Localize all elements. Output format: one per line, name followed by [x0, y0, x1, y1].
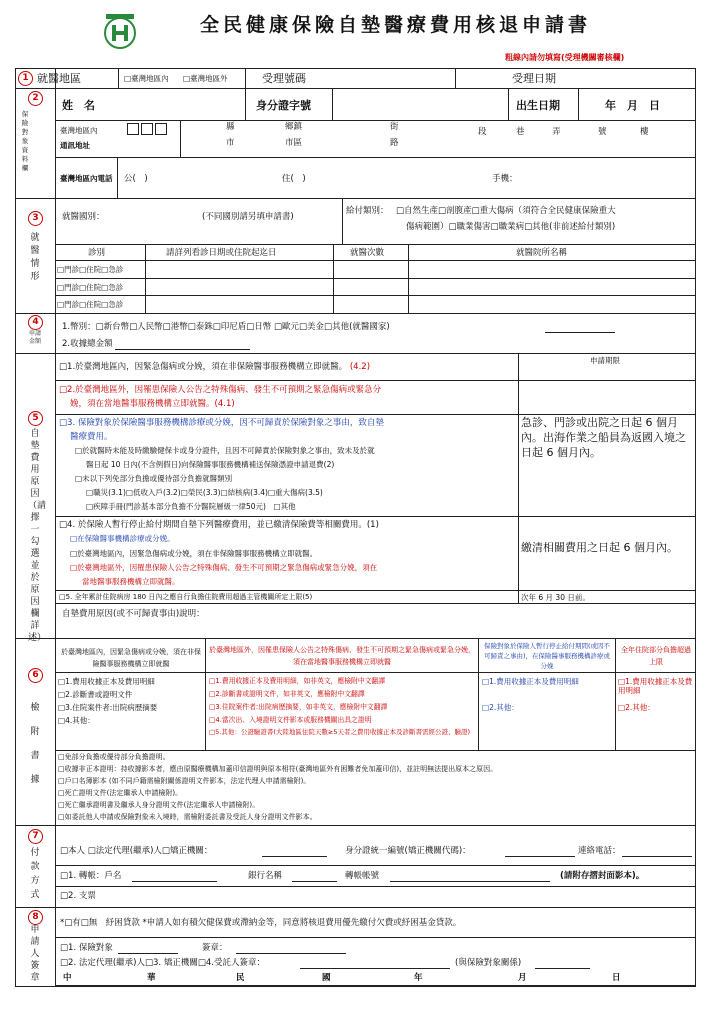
reason-explanation-label: 自墊費用原因(或不可歸責事由)說明： — [62, 609, 205, 619]
birth-date-format: 年 月 日 — [605, 99, 660, 112]
doc-4-item-2[interactable]: □2.其他： — [618, 703, 655, 712]
mobile-label: 手機： — [492, 174, 518, 184]
page-title: 全民健康保險自墊醫療費用核退申請書 — [200, 14, 592, 36]
name-label: 姓 名 — [62, 99, 95, 112]
doc-bottom-2[interactable]: □收據非正本證明：持收據影本者，應由原醫療機構加蓋印信證明與原本相符(臺灣地區外有困難者免加蓋印信)，並註明無法提出原本之原因。 — [58, 765, 498, 773]
reason-1-ref: (4.2) — [349, 362, 371, 372]
applicant-agent-options[interactable]: □2. 法定代理(繼承)人□3. 矯正機關□4.受託人簽章： — [60, 958, 265, 968]
nhi-logo — [96, 12, 144, 50]
section-side-label: 付款方式 — [30, 848, 40, 900]
phone-label: 臺灣地區內電話 — [60, 174, 113, 183]
date-guo: 國 — [322, 973, 331, 983]
section-number: 1 — [18, 71, 33, 86]
divider — [15, 825, 696, 826]
deadline-c: 次年 6 月 30 日前。 — [521, 593, 590, 602]
reason-2-line-1[interactable]: □2.於臺灣地區外，因罹患保險人公告之特殊傷病、發生不可預期之緊急傷病或緊急分 — [59, 385, 382, 395]
reason-2-line-2 — [70, 399, 235, 410]
doc-bottom-1[interactable]: □免部分負擔或優待部分負擔證明。 — [58, 753, 170, 761]
doc-bottom-4[interactable]: □死亡證明文件(法定繼承人申請檢附)。 — [58, 789, 183, 797]
applicant-insured-option[interactable]: □1. 保險對象 — [60, 943, 113, 953]
divider — [55, 590, 696, 591]
reason-4-opt-a[interactable]: □在保險醫事機構診療或分娩。 — [70, 534, 175, 543]
reason-4-opt-c-2: 當地醫事服務機構立即就醫。 — [82, 577, 180, 586]
payee-options[interactable]: □本人 □法定代理(繼承)人□矯正機關： — [60, 846, 213, 856]
postal-code-boxes[interactable] — [127, 123, 169, 137]
date-day: 日 — [612, 973, 621, 983]
divider — [55, 278, 696, 279]
reason-1-text[interactable]: □1.於臺灣地區內，因緊急傷病或分娩，須在非保險醫事服務機構立即就醫。 — [59, 362, 348, 372]
section-number: 3 — [28, 211, 43, 226]
reason-4-opt-c-1[interactable]: □於臺灣地區外，因罹患保險人公告之特殊傷病、發生不可預期之緊急傷病或緊急分娩，須在 — [70, 563, 378, 572]
section-number: 6 — [28, 668, 43, 683]
reason-3-categories-2[interactable]: □疾障手冊(門診基本部分負擔不分醫院層級一律50元) □其他 — [86, 502, 296, 511]
divider — [55, 244, 696, 245]
divider — [15, 907, 696, 908]
divider — [55, 750, 696, 751]
signature-label: 簽章： — [202, 943, 228, 953]
passbook-note: (請附存摺封面影本)。 — [560, 871, 645, 881]
date-hua: 華 — [147, 973, 156, 983]
doc-2-item-3[interactable]: □3.住院案件者:出院病歷摘要，如非英文，應檢附中文翻譯 — [209, 703, 388, 711]
reason-4-opt-b[interactable]: □於臺灣地區內，因緊急傷病或分娩，須在非保險醫事服務機構立即就醫。 — [70, 549, 318, 558]
road-label: 路 — [390, 138, 399, 148]
debt-consent[interactable]: *□有□無 紓困貸款 *申請人如有積欠健保費或滯納金等，同意將核退費用優先繳付欠費或紓困基金貸款。 — [60, 918, 462, 928]
divider — [15, 638, 696, 639]
reason-3-opt-a-1[interactable]: □於就醫時未能及時繳驗健保卡或身分證件，且因不可歸責於保險對象之事由，致未及於就 — [75, 446, 375, 455]
section-side-label: 保險對象資料欄 — [21, 110, 29, 172]
section-side-label: 檢附書據 — [30, 703, 40, 785]
floor-label: 樓 — [640, 127, 649, 137]
doc-1-item-4[interactable]: □4.其他： — [58, 716, 95, 725]
county-label: 縣 — [226, 122, 235, 132]
office-phone-label: 公( ) — [124, 174, 148, 184]
section-number: 5 — [28, 411, 43, 426]
col-visit-count: 就醫次數 — [350, 248, 385, 258]
section-number: 2 — [28, 91, 43, 106]
divider — [55, 380, 696, 381]
office-use-note: 粗線內請勿填寫(受理機關審核欄) — [505, 53, 625, 62]
section-number: 4 — [28, 315, 43, 330]
doc-bottom-6[interactable]: □如委託他人申請或保險對象未入境時，需檢附委託書及受託人身分證明文件影本。 — [58, 813, 317, 821]
reason-3-opt-a-2: 醫日起 10 日內(不含例假日)向保險醫事服務機構補送保險憑證申請退費(2) — [86, 460, 335, 469]
divider — [55, 516, 696, 517]
divider — [55, 865, 696, 866]
receipt-number-label: 受理號碼 — [262, 72, 306, 85]
doc-1-item-2[interactable]: □2.診斷書或證明文件 — [58, 690, 133, 699]
col-visit-type: 診別 — [88, 248, 106, 258]
alley-label: 弄 — [552, 127, 561, 137]
reason-2-ref: (4.1) — [214, 399, 235, 409]
divider — [55, 260, 696, 261]
lane-label: 巷 — [516, 127, 525, 137]
date-year: 年 — [414, 973, 423, 983]
home-phone-label: 住( ) — [282, 174, 306, 184]
total-amount-label: 2.收據總金額 — [62, 339, 113, 349]
side-border — [15, 68, 16, 986]
country-note: (不同國別請另填申請書) — [202, 212, 294, 222]
payee-id-label: 身分證統一編號(矯正機關代碼)： — [345, 846, 471, 856]
divider — [15, 353, 696, 354]
section-side-label: 就醫情形 — [30, 233, 40, 282]
date-min: 民 — [236, 973, 245, 983]
doc-2-item-2[interactable]: □2.診斷書或證明文件，如非英文，應檢附中文翻譯 — [209, 690, 365, 698]
visit-row-1-options[interactable]: □門診□住院□急診 — [57, 265, 124, 274]
receipt-date-label: 受理日期 — [512, 72, 556, 85]
visit-row-3-options[interactable]: □門診□住院□急診 — [57, 300, 124, 309]
divider — [55, 886, 696, 887]
divider — [55, 603, 696, 604]
reason-4-line-1[interactable]: □4. 於保險人暫行停止給付期間自墊下列醫療費用，並已繳清保險費等相關費用。(1) — [59, 520, 379, 530]
region-opt-abroad[interactable]: □臺灣地區外 — [183, 74, 228, 83]
doc-3-item-1[interactable]: □1.費用收據正本及費用明細 — [482, 677, 579, 686]
doc-head-1: 於臺灣地區內，因緊急傷病或分娩，須在非保險醫事服務機構立即就醫 — [61, 648, 201, 668]
doc-bottom-5[interactable]: □死亡繼承證明書及繼承人身分證明文件(法定繼承人申請檢附)。 — [58, 801, 260, 809]
account-number-label: 轉帳帳號 — [345, 871, 380, 881]
reason-2-text: 娩，須在當地醫事服務機構立即就醫。 — [70, 399, 215, 409]
deadline-b: 繳清相關費用之日起 6 個月內。 — [521, 541, 678, 554]
divider — [15, 198, 696, 199]
divider — [55, 672, 696, 673]
date-zhong: 中 — [63, 973, 72, 983]
col-hospital: 就醫院所名稱 — [516, 248, 568, 258]
doc-head-4: 全年住院部分負擔超過上限 — [621, 646, 691, 666]
pay-type-options-1[interactable]: □自然生產□剖腹產□重大傷病（須符合全民健康保險重大 — [396, 206, 616, 216]
divider — [55, 937, 696, 938]
reason-5[interactable]: □5. 全年累計住院病房 180 日內之應自行負擔住院費用超過主管機關所定上限(5) — [59, 593, 313, 601]
payment-check-option[interactable]: □2. 支票 — [60, 891, 96, 901]
town-label: 鄉鎮 — [285, 122, 303, 132]
deadline-a: 急診、門診或出院之日起 6 個月內。出海作業之船員為返國入境之日起 6 個月內。 — [521, 416, 686, 459]
section-label: 段 — [478, 127, 487, 137]
payee-phone-label: 連絡電話： — [578, 846, 621, 856]
date-month: 月 — [518, 973, 527, 983]
number-label: 號 — [598, 127, 607, 137]
deadline-heading: 申請期限 — [590, 356, 620, 365]
pay-type-options-2[interactable]: 傷病範圍）□職業傷害□職業病□其他(非前述給付類別) — [406, 222, 616, 232]
doc-2-item-1[interactable]: □1.費用收據正本及費用明細，如非英文，應檢附中文翻譯 — [209, 677, 386, 685]
section-side-label: 申請金額 — [28, 330, 41, 345]
reason-1 — [59, 362, 370, 373]
birth-date-label: 出生日期 — [516, 99, 560, 112]
section-side-label: 申請人簽章 — [30, 925, 40, 983]
region-label: 就醫地區 — [37, 72, 81, 85]
reason-3-categories-1[interactable]: □職災(3.1)□低收入戶(3.2)□榮民(3.3)□結核病(3.4)□重大傷病(3.5) — [86, 488, 323, 497]
doc-head-3: 保險對象於保險人暫行停止給付期間(或因不可歸責之事由)，在保險醫事服務機構診療或分娩 — [483, 642, 611, 670]
bank-name-label: 銀行名稱 — [248, 871, 283, 881]
divider — [55, 295, 696, 296]
reason-3-line-2: 醫療費用。 — [70, 432, 113, 442]
divider — [55, 120, 696, 121]
reason-3-line-1[interactable]: □3. 保險對象於保險醫事服務機構診療或分娩，因不可歸責於保險對象之事由，致自墊 — [59, 418, 384, 428]
doc-4-item-1[interactable]: □1.費用收據正本及費用明細 — [618, 677, 693, 696]
section-side-label: 自墊費用原因（請擇一勾選並於原因欄詳述） — [28, 429, 47, 643]
id-number-label: 身分證字號 — [256, 99, 311, 112]
divider — [55, 157, 696, 158]
divider — [15, 986, 696, 987]
address-label-2: 通訊地址 — [60, 141, 90, 150]
street-label: 街 — [390, 122, 399, 132]
city-label: 市 — [226, 138, 235, 148]
col-visit-dates: 請詳列看診日期或住院起迄日 — [166, 248, 277, 258]
divider — [15, 88, 696, 89]
doc-1-item-1[interactable]: □1.費用收據正本及費用明細 — [58, 677, 155, 686]
doc-1-item-3[interactable]: □3.住院案件者:出院病歷摘要 — [58, 703, 158, 712]
doc-bottom-3[interactable]: □戶口名簿影本 (如不同戶籍需檢附關係證明文件影本，法定代理人申請需檢附)。 — [58, 777, 311, 785]
country-label: 就醫國別： — [62, 212, 105, 222]
doc-head-2: 於臺灣地區外，因罹患保險人公告之特殊傷病、發生不可預期之緊急傷病或緊急分娩，須在當地醫事服務機構立即就醫 — [209, 646, 475, 666]
region-opt-tw[interactable]: □臺灣地區內 — [124, 74, 169, 83]
doc-2-item-4[interactable]: □4.當次出、入境證明文件影本或服務機關出具之證明 — [209, 716, 372, 724]
visit-row-2-options[interactable]: □門診□住院□急診 — [57, 283, 124, 292]
currency-options[interactable]: 1.幣別：□新台幣□人民幣□港幣□泰銖□印尼盾□日幣 □歐元□美金□其他(就醫國家) — [62, 322, 390, 332]
district-label: 市區 — [285, 138, 303, 148]
pay-type-label: 給付類別： — [346, 206, 389, 216]
section-number: 7 — [28, 829, 43, 844]
payment-transfer-option[interactable]: □1. 轉帳：戶名 — [60, 871, 122, 881]
relation-label: (與保險對象關係) — [455, 958, 522, 968]
divider — [15, 313, 696, 314]
section-number: 8 — [28, 910, 43, 925]
address-label-1: 臺灣地區內 — [60, 126, 98, 135]
doc-3-item-2[interactable]: □2.其他： — [482, 703, 519, 712]
reason-3-opt-b[interactable]: □未以下列免部分負擔或優待部分負擔就醫類別 — [75, 474, 233, 483]
doc-2-item-5[interactable]: □5.其他：公證驗證書(大陸地區住院天數≥5天者之費用收據正本及診斷書需經公證、驗證) — [209, 728, 470, 736]
